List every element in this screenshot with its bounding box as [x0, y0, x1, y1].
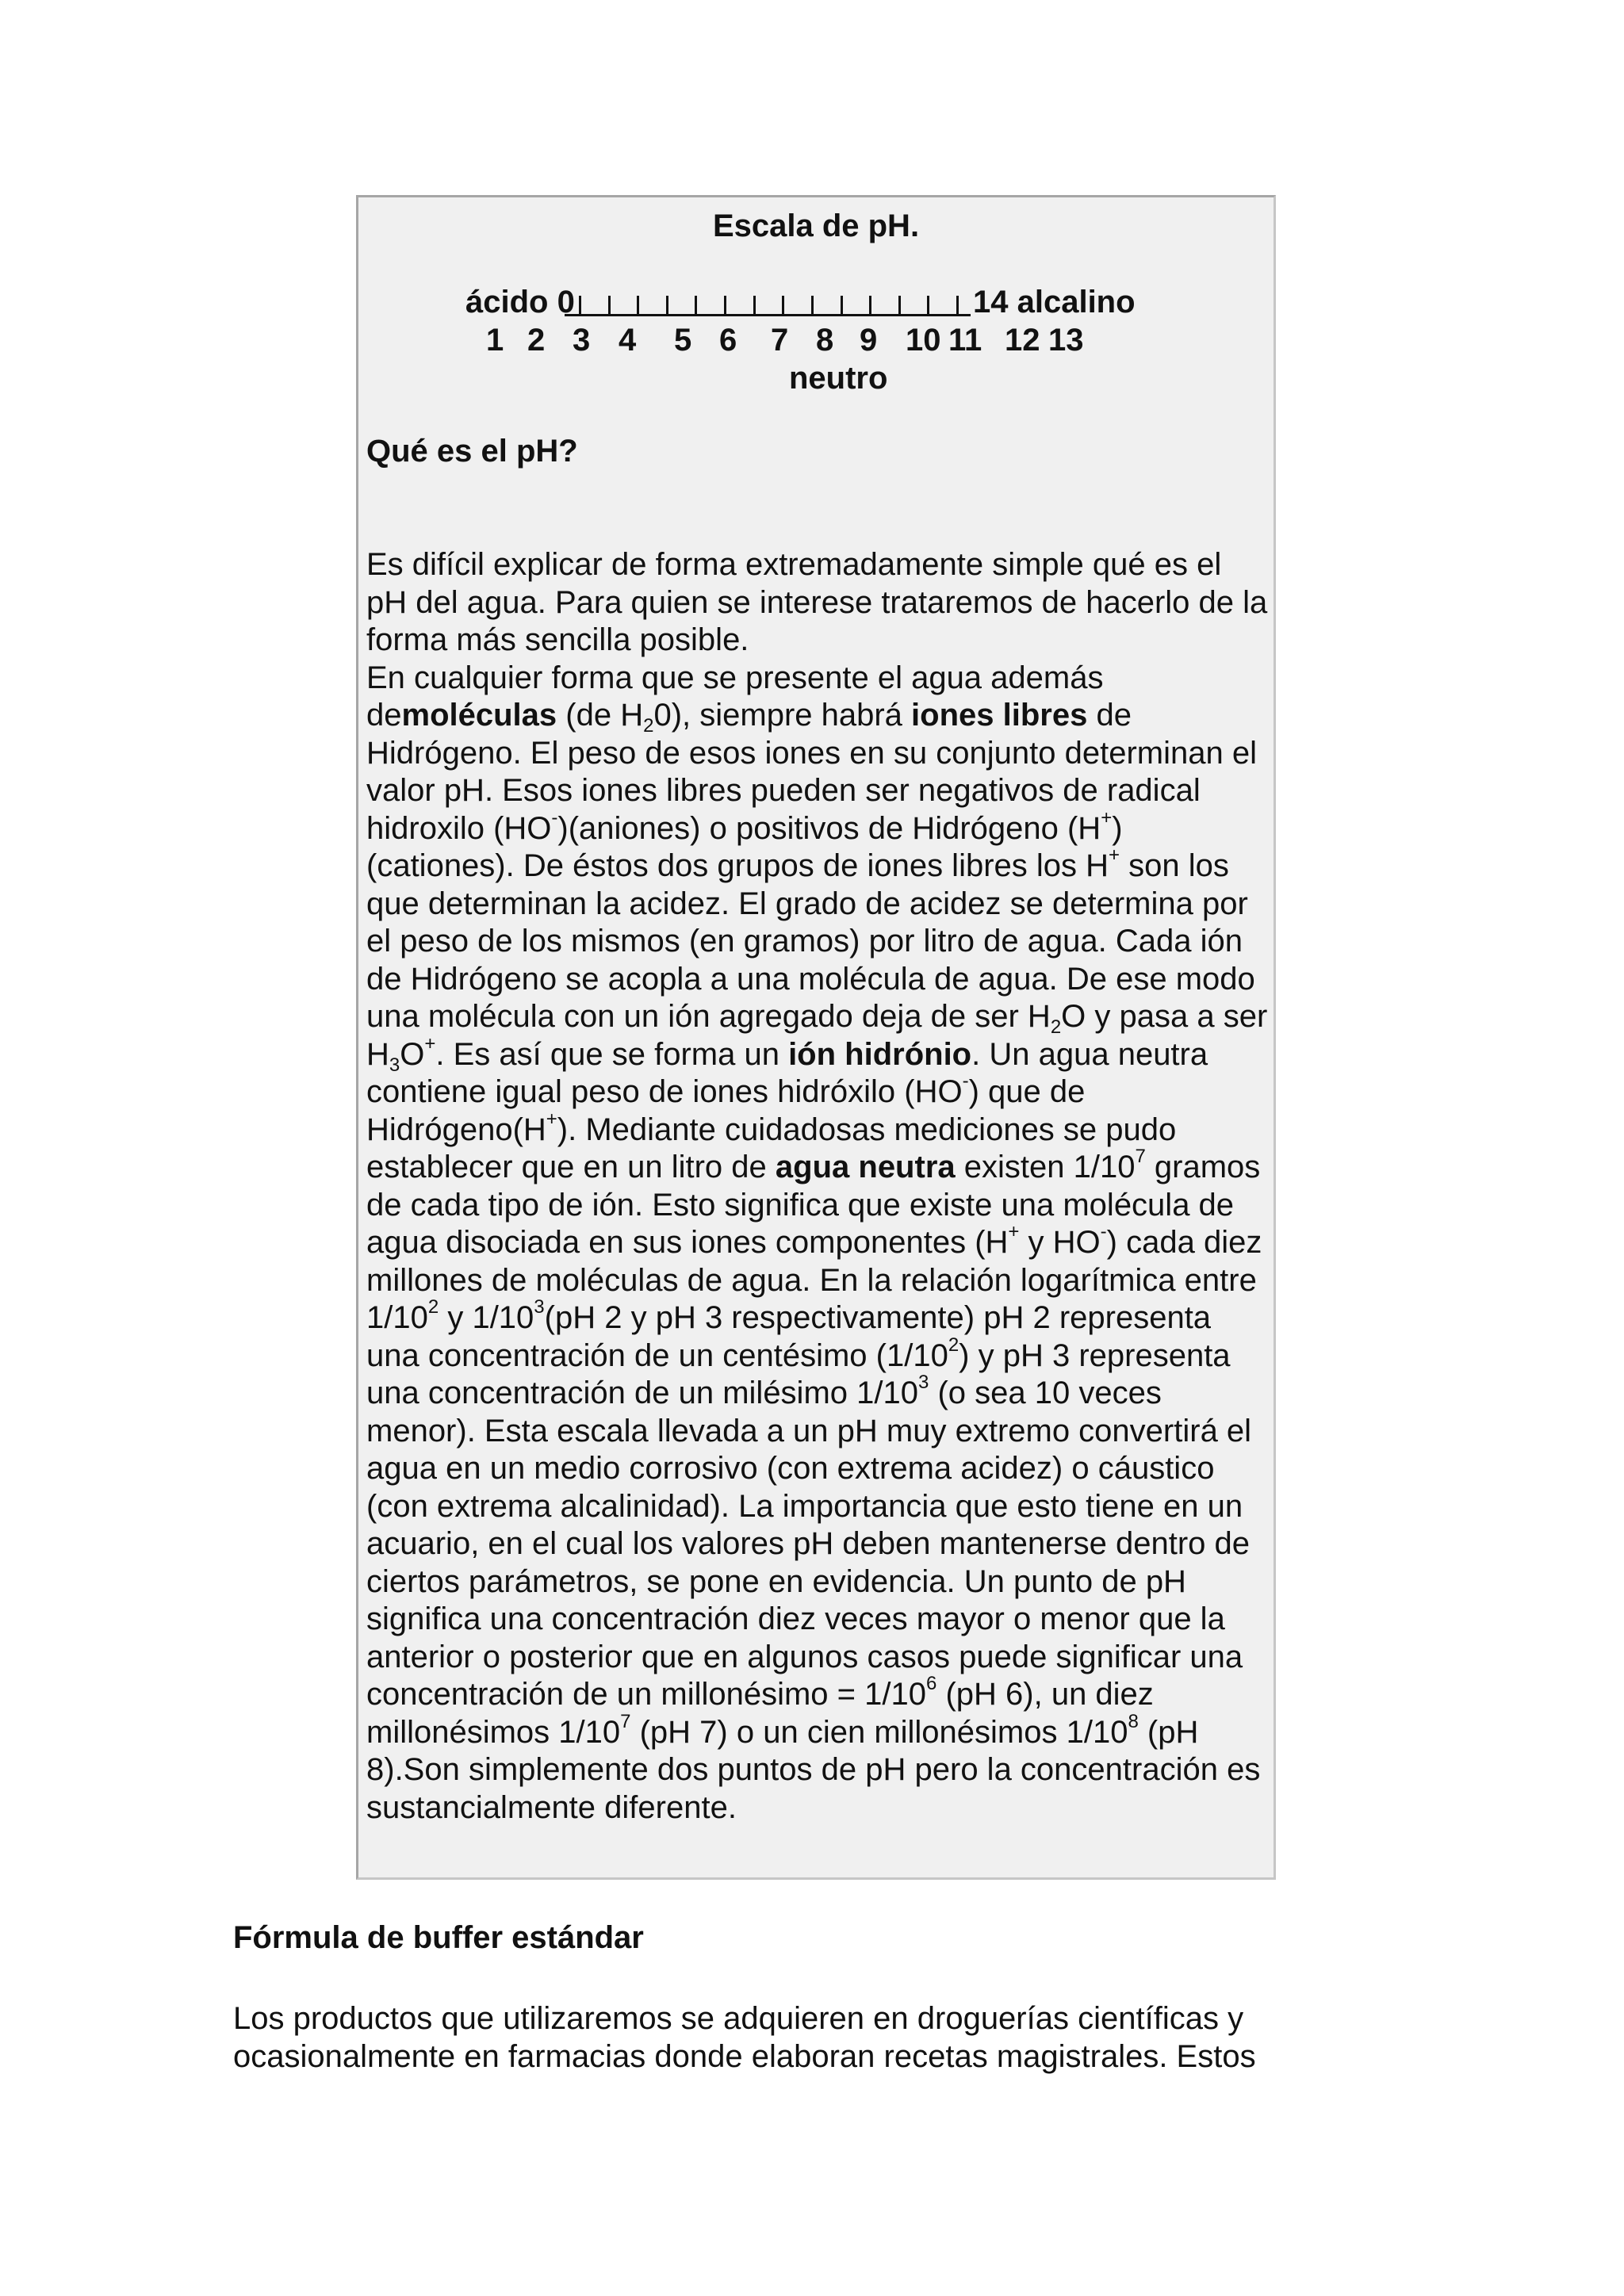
scale-number: 5 — [674, 323, 692, 358]
scale-number: 2 — [527, 323, 546, 358]
scale-tick — [869, 296, 871, 316]
scale-number: 12 — [1005, 323, 1040, 358]
section-paragraph: Los productos que utilizaremos se adquieren en droguerías científicas y ocasionalmente en farmacias donde elaboran recetas magistrales. Estos — [233, 2001, 1256, 2074]
scale-neutral-label: neutro — [789, 361, 888, 396]
scale-tick — [695, 296, 697, 316]
scale-tick — [637, 296, 639, 316]
scale-tick — [841, 296, 843, 316]
scale-tick — [666, 296, 668, 316]
scale-number: 4 — [619, 323, 637, 358]
scale-tick — [811, 296, 814, 316]
scale-number: 9 — [860, 323, 878, 358]
paragraph-intro: Es difícil explicar de forma extremadamente simple qué es el pH del agua. Para quien se interese trataremos de hacerlo de la forma más sencilla posible. — [366, 547, 1268, 657]
scale-tick — [724, 296, 726, 316]
scale-number: 11 — [948, 323, 982, 358]
scale-tick — [753, 296, 756, 316]
ph-scale — [465, 283, 1179, 410]
scale-tick — [782, 296, 784, 316]
section-body — [233, 1999, 1288, 2076]
ph-explanation — [366, 546, 1270, 1827]
scale-left-label: ácido 0 — [465, 285, 575, 320]
scale-ticks — [565, 291, 971, 320]
scale-number: 7 — [771, 323, 789, 358]
scale-number: 3 — [573, 323, 591, 358]
ph-question-heading: Qué es el pH? — [366, 434, 578, 469]
scale-tick — [898, 296, 901, 316]
scale-tick — [927, 296, 929, 316]
scale-right-label: 14 alcalino — [973, 285, 1136, 320]
scale-number: 1 — [486, 323, 504, 358]
scale-number: 8 — [816, 323, 834, 358]
scale-number: 6 — [719, 323, 737, 358]
scale-tick — [956, 296, 959, 316]
scale-tick — [579, 296, 581, 316]
scale-tick — [608, 296, 611, 316]
box-title: Escala de pH. — [712, 209, 920, 243]
section-heading: Fórmula de buffer estándar — [233, 1920, 644, 1955]
paragraph-explanation: En cualquier forma que se presente el agua además demoléculas (de $H_20$), siempre habrá iones libres de Hidrógeno. El peso de esos iones en su conjunto determinan el valor pH. Esos iones libres pueden ser negativos de radical hidroxilo (HO-)(aniones) o positivos de Hidrógeno (H+) (cationes). De éstos dos grupos de iones libres los H+ son los que determinan la acidez. El grado de acidez se determina por el peso de los mismos (en gramos) por litro de agua. Cada ión de Hidrógeno se acopla a una molécula de agua. De ese modo una molécula con un ión agregado deja de ser $H_2O$ y pasa a ser $H_3O^+$. Es así que se forma un ión hidrónio. Un agua neutra contiene igual peso de iones hidróxilo (HO-) que de Hidrógeno(H+). Mediante cuidadosas mediciones se pudo establecer que en un litro de agua neutra existen $1/10^7$ gramos de cada tipo de ión. Esto significa que existe una molécula de agua disociada en sus iones componentes (H+ y HO-) cada diez millones de moléculas de agua. En la relación logarítmica entre $1/10^2$ y $1/10^3(pH$ 2 y pH 3 respectivamente) pH 2 representa una concentración de un centésimo $(1/10^2)$ y pH 3 representa una concentración de un milésimo $1/10^3$ (o sea 10 veces menor). Esta escala llevada a un pH muy extremo convertirá el agua en un medio corrosivo (con extrema acidez) o cáustico (con extrema alcalinidad). La importancia que esto tiene en un acuario, en el cual los valores pH deben mantenerse dentro de ciertos parámetros, se pone en evidencia. Un punto de pH significa una concentración diez veces mayor o menor que la anterior o posterior que en algunos casos puede significar una concentración de un millonésimo = $1/10^6$ (pH 6), un diez millonésimos $1/10^7$ (pH 7) o un cien millonésimos $1/10^8$ (pH 8).Son simplemente dos puntos de pH pero la concentración es sustancialmente diferente. — [366, 660, 1268, 1825]
scale-number: 13 — [1048, 323, 1084, 358]
ph-info-box — [356, 195, 1276, 1880]
scale-number: 10 — [906, 323, 941, 358]
